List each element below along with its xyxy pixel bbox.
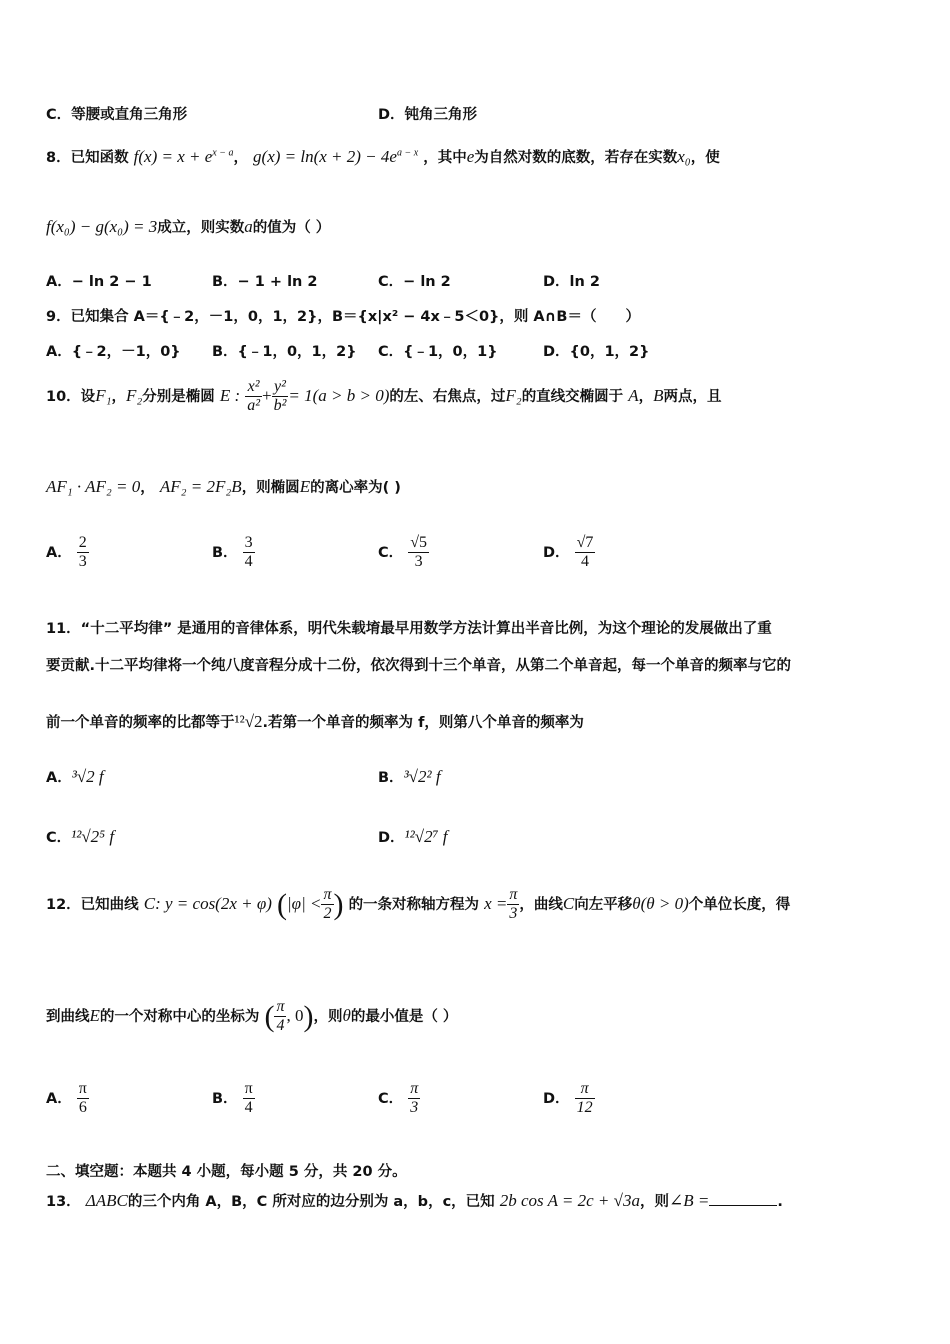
q10-option-b: B． $\frac{3}{4}$	[212, 534, 253, 571]
q12-option-c: C． $\frac{\pi}{3}$	[378, 1080, 419, 1117]
q12-line2: 到曲线E的一个对称中心的坐标为 ( $\frac{\pi}{4}$ , 0)，则θ的最小值是（ ）	[46, 998, 458, 1035]
q10-y-over-b: $\frac{\text{y²}}{\text{b²}}$	[273, 378, 287, 415]
q11-option-d: D．¹²√2⁷ f	[378, 827, 448, 846]
q10-option-a: A． $\frac{2}{3}$	[46, 534, 87, 571]
q10-x-over-a: $\frac{\text{x²}}{\text{a²}}$	[247, 378, 260, 415]
q11-option-c: C．¹²√2⁵ f	[46, 827, 115, 846]
q10-condition-2: AF₂ = 2F₂B	[159, 477, 242, 496]
q8-condition: f(x₀) − g(x₀) = 3	[46, 217, 158, 236]
q9-option-b: B．{﹣1，0，1，2}	[212, 344, 357, 360]
q8-g-def: $g(x) = \ln(x + 2) - 4e^{a - x}$	[253, 147, 419, 166]
q12-option-b: B． $\frac{\pi}{4}$	[212, 1080, 253, 1117]
q12-line1: 12．已知曲线 C: y = cos(2x + φ) (|φ| < $\frac{\pi}{2}$ ) 的一条对称轴方程为 x = $\frac{\pi}{3}$ ，曲线C向左平移θ(θ > 0)个单位长度，得	[46, 886, 791, 923]
q12-curve: C: y = cos(2x + φ)	[143, 893, 272, 913]
q8-option-a: A．− ln 2 − 1	[46, 274, 152, 290]
q7-option-d: D．钝角三角形	[378, 107, 478, 123]
q8-f-def: $f(x) = x + e^{x - a}$	[133, 147, 234, 166]
q11-twelfth-root: ¹²√2	[234, 712, 263, 731]
q11-line1: 11．“十二平均律” 是通用的音律体系，明代朱载堉最早用数学方法计算出半音比例，为这个理论的发展做出了重	[46, 621, 772, 637]
q11-option-b: B．³√2² f	[378, 767, 441, 786]
q9-option-c: C．{﹣1，0，1}	[378, 344, 498, 360]
q8-line1: 8．已知函数 $f(x) = x + e^{x - a}$， $g(x) = \ln(x + 2) - 4e^{a - x}$ ，其中e为自然对数的底数，若存在实数x₀，使	[46, 147, 720, 166]
q9-option-d: D．{0，1，2}	[543, 344, 650, 360]
q8-option-c: C．− ln 2	[378, 274, 451, 290]
q8-option-d: D．ln 2	[543, 274, 600, 290]
q10-option-c: C． $\frac{√5}{3}$	[378, 534, 427, 571]
q13-answer-blank[interactable]	[709, 1205, 777, 1206]
q13-line: 13． ΔABC的三个内角 A，B，C 所对应的边分别为 a，b，c，已知 2b cos A = 2c + √3a，则∠B = .	[46, 1191, 783, 1210]
q13-equation: 2b cos A = 2c + √3a	[499, 1191, 640, 1210]
section-2-heading: 二、填空题：本题共 4 小题，每小题 5 分，共 20 分。	[46, 1164, 407, 1180]
q10-line2: AF₁ · AF₂ = 0， AF₂ = 2F₂B，则椭圆E的离心率为( )	[46, 477, 401, 496]
q11-option-a: A．³√2 f	[46, 767, 104, 786]
q8-option-b: B．− 1 + ln 2	[212, 274, 318, 290]
q8-prefix: 8．已知函数	[46, 150, 129, 166]
q9-option-a: A．{﹣2，－1，0}	[46, 344, 181, 360]
q12-option-a: A． $\frac{\pi}{6}$	[46, 1080, 87, 1117]
q10-condition-1: AF₁ · AF₂ = 0	[46, 477, 141, 496]
q10-option-d: D． $\frac{√7}{4}$	[543, 534, 594, 571]
q9-stem: 9．已知集合 A＝{﹣2，－1，0，1，2}，B＝{x|x² − 4x﹣5＜0}，则 A∩B＝（ ）	[46, 309, 640, 325]
q11-line2: 要贡献.十二平均律将一个纯八度音程分成十二份，依次得到十三个单音，从第二个单音起，每一个单音的频率与它的	[46, 658, 792, 674]
q12-option-d: D． $\frac{\pi}{12}$	[543, 1080, 593, 1117]
q7-option-c: C．等腰或直角三角形	[46, 107, 188, 123]
q10-line1: 10．设F₁，F₂分别是椭圆 E : $\frac{\text{x²}}{\text{a²}}$ + $\frac{\text{y²}}{\text{b²}}$ = 1(a > b > 0)的左、右焦点，过F₂的直线交椭圆于 A，B两点，且	[46, 378, 722, 415]
q8-line2: f(x₀) − g(x₀) = 3成立，则实数a的值为（ ）	[46, 217, 331, 236]
q11-line3: 前一个单音的频率的比都等于¹²√2.若第一个单音的频率为 f，则第八个单音的频率为	[46, 712, 584, 731]
